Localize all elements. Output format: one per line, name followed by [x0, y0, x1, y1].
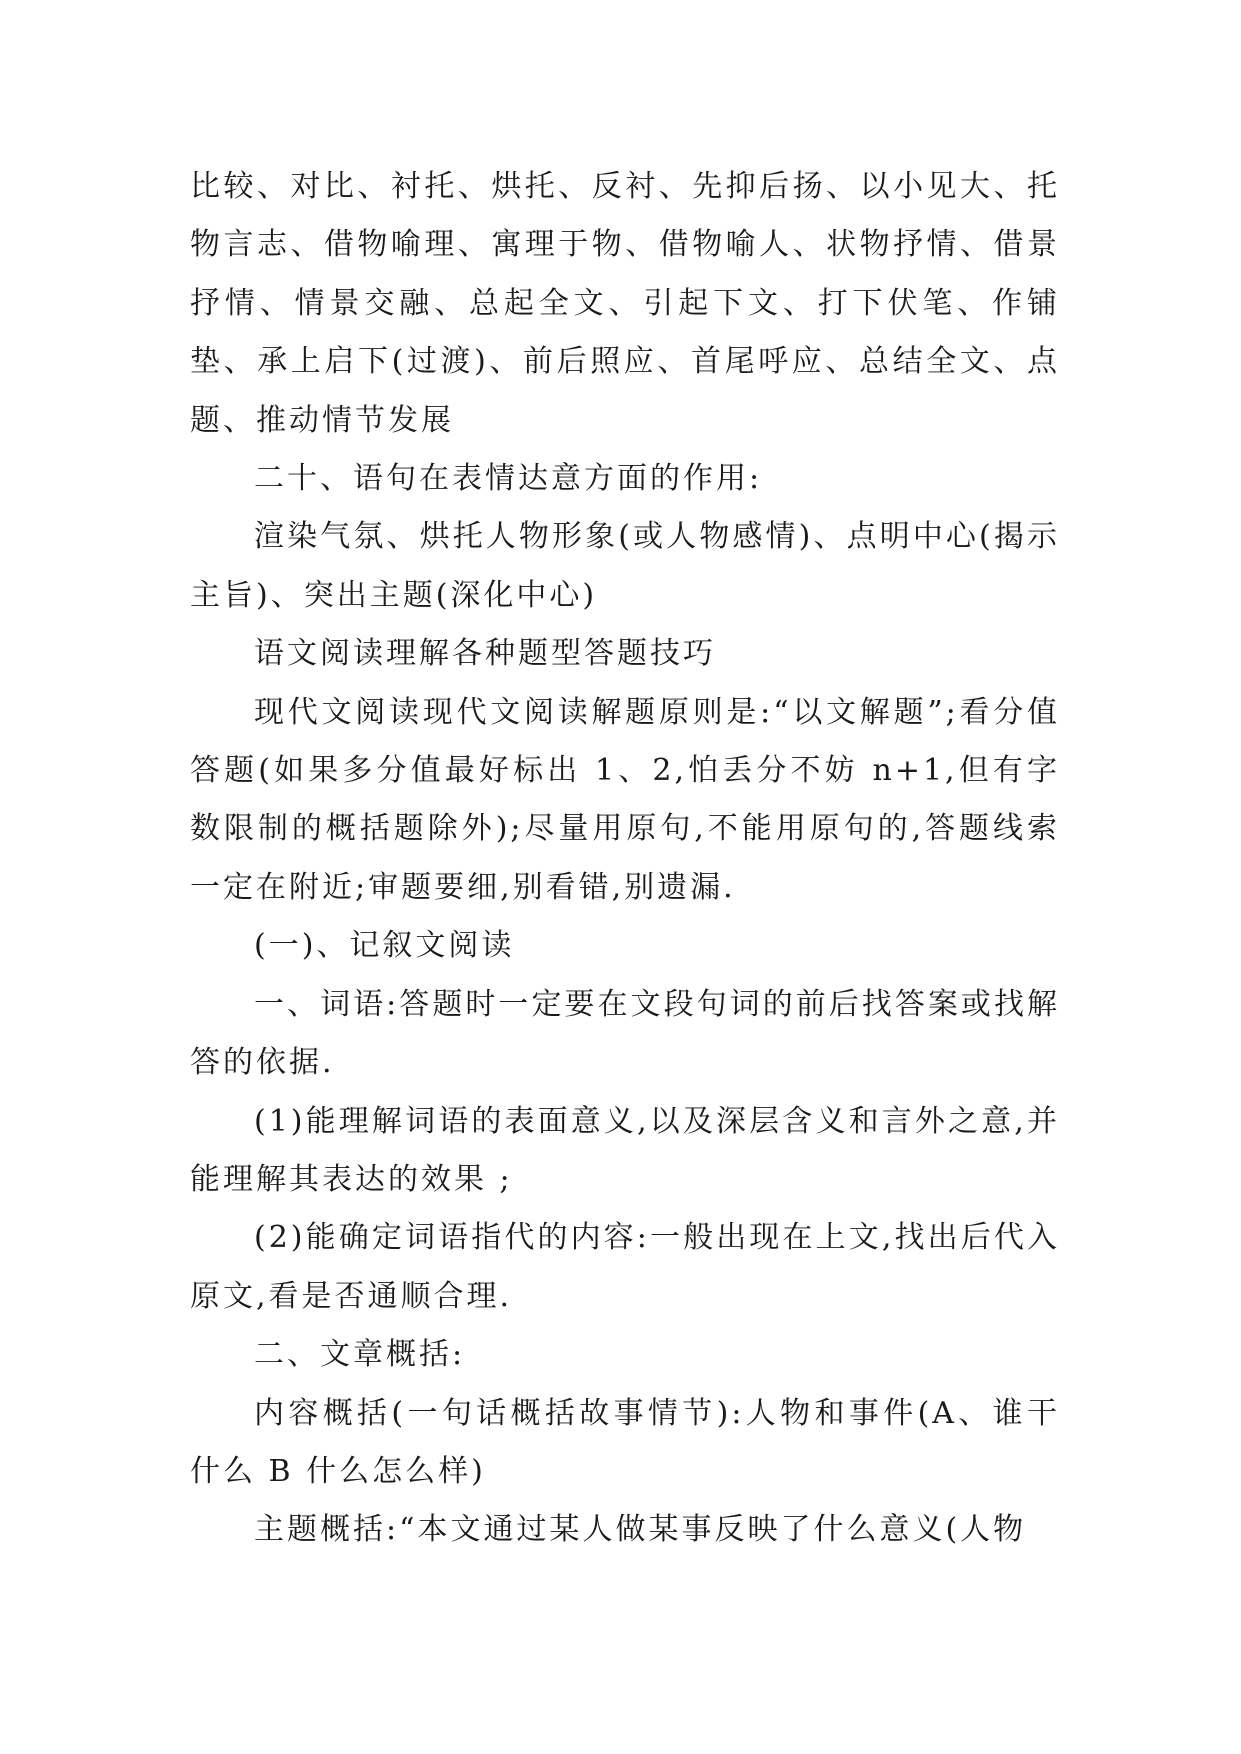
paragraph-theme-summary: 主题概括:“本文通过某人做某事反映了什么意义(人物: [254, 1512, 1027, 1548]
heading-narrative-reading: (一)、记叙文阅读: [254, 928, 515, 964]
paragraph-content-summary: 内容概括(一句话概括故事情节):人物和事件(A、谁干什么 B 什么怎么样): [190, 1395, 1060, 1489]
heading-sentence-function: 二十、语句在表情达意方面的作用:: [254, 461, 763, 497]
paragraph-word-meaning: (1)能理解词语的表面意义,以及深层含义和言外之意,并能理解其表达的效果 ;: [190, 1103, 1060, 1197]
paragraph-sentence-function: 渲染气氛、烘托人物形象(或人物感情)、点明中心(揭示主旨)、突出主题(深化中心): [190, 519, 1060, 613]
paragraph-word-reference: (2)能确定词语指代的内容:一般出现在上文,找出后代入原文,看是否通顺合理.: [190, 1220, 1060, 1314]
heading-reading-skills: 语文阅读理解各种题型答题技巧: [254, 636, 716, 672]
document-body: [190, 158, 1060, 1560]
heading-summary: 二、文章概括:: [254, 1337, 466, 1373]
paragraph-words: 一、词语:答题时一定要在文段句词的前后找答案或找解答的依据.: [190, 986, 1060, 1081]
paragraph-techniques-list: 比较、对比、衬托、烘托、反衬、先抑后扬、以小见大、托物言志、借物喻理、寓理于物、借物喻人、状物抒情、借景抒情、情景交融、总起全文、引起下文、打下伏笔、作铺垫、承上启下(过渡)、前后照应、首尾呼应、总结全文、点题、推动情节发展: [190, 169, 1060, 438]
paragraph-reading-principles: 现代文阅读现代文阅读解题原则是:“以文解题”;看分值答题(如果多分值最好标出 1、2,怕丢分不妨 n+1,但有字数限制的概括题除外);尽量用原句,不能用原句的,答题线索一定在附近;审题要细,别看错,别遗漏.: [190, 694, 1060, 905]
